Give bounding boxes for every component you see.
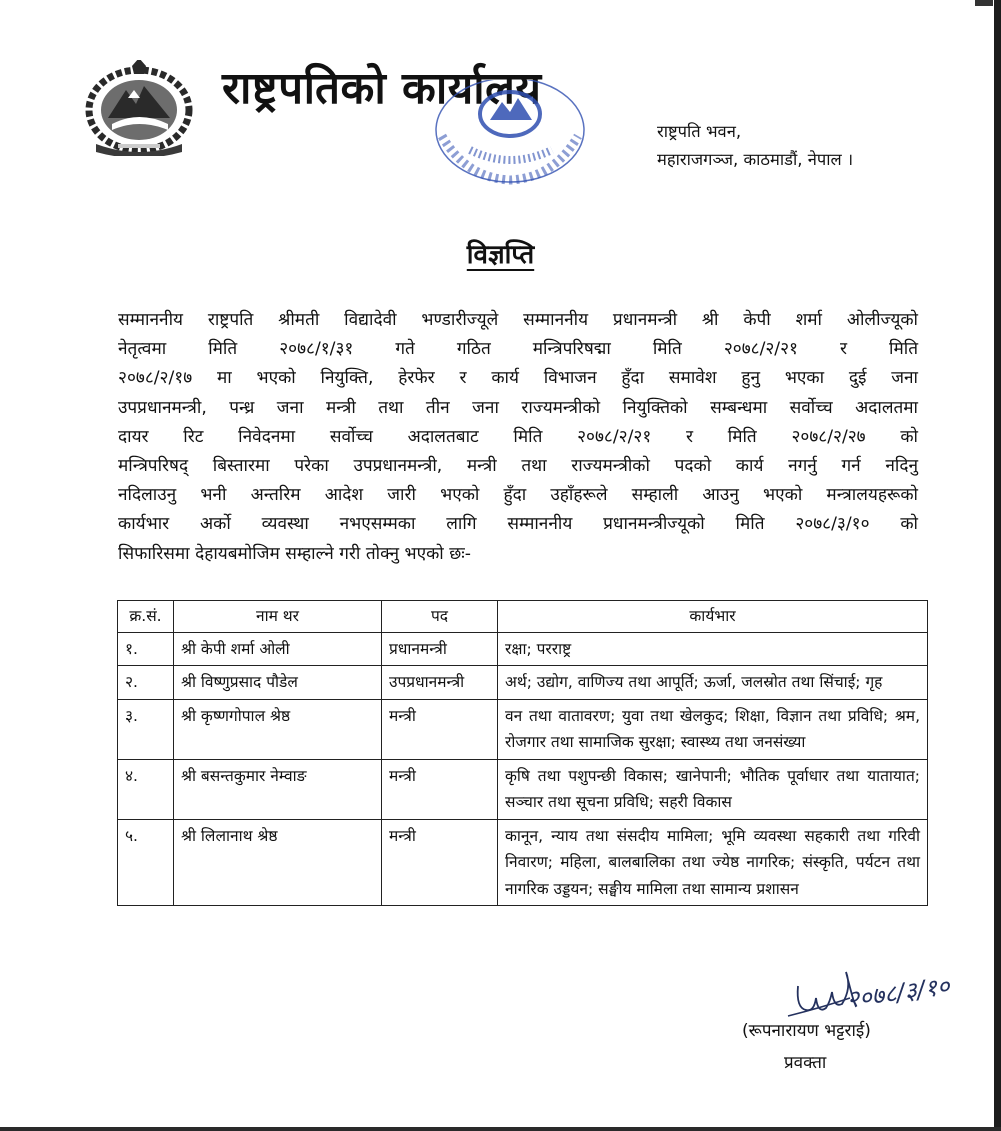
- cell-name: श्री केपी शर्मा ओली: [174, 632, 382, 666]
- signatory-name: (रूपनारायण भट्टराई): [742, 1021, 871, 1041]
- table-row: [118, 699, 928, 759]
- cell-serial: ४.: [118, 759, 174, 819]
- notice-title: [0, 235, 1001, 271]
- table-header-row: [118, 601, 928, 633]
- notice-title-text: विज्ञप्ति: [466, 240, 535, 270]
- cell-portfolio: कानून, न्याय तथा संसदीय मामिला; भूमि व्यवस्था सहकारी तथा गरिवी निवारण; महिला, बालबालिका तथा ज्येष्ठ नागरिक; संस्कृति, पर्यटन तथा नागरिक उड्डयन; सङ्घीय मामिला तथा सामान्य प्रशासन: [498, 819, 928, 906]
- cell-serial: ३.: [118, 699, 174, 759]
- cell-post: प्रधानमन्त्री: [382, 632, 498, 666]
- scan-edge-right: [994, 0, 1001, 1131]
- header-name: नाम थर: [174, 601, 382, 633]
- cell-serial: १.: [118, 632, 174, 666]
- svg-text:२०७८/३/१०: २०७८/३/१०: [844, 971, 952, 1014]
- cell-name: श्री लिलानाथ श्रेष्ठ: [174, 819, 382, 906]
- paragraph-line: सम्माननीय राष्ट्रपति श्रीमती विद्यादेवी भण्डारीज्यूले सम्माननीय प्रधानमन्त्री श्री केपी शर्मा ओलीज्यूको: [118, 310, 918, 330]
- scan-edge-bottom: [0, 1127, 1001, 1131]
- paragraph-line: सिफारिसमा देहायबमोजिम सम्हाल्ने गरी तोक्नु भएको छः-: [118, 543, 471, 564]
- paragraph-line: कार्यभार अर्को व्यवस्था नभएसम्मका लागि सम्माननीय प्रधानमन्त्रीज्यूको मिति २०७८/३/१० को: [118, 514, 918, 535]
- cell-post: उपप्रधानमन्त्री: [382, 666, 498, 700]
- paragraph-line: नदिलाउनु भनी अन्तरिम आदेश जारी भएको हुँदा उहाँहरूले सम्हाली आउनु भएको मन्त्रालयहरूको: [118, 485, 918, 506]
- table-row: [118, 666, 928, 700]
- header-serial: क्र.सं.: [118, 601, 174, 633]
- cell-portfolio: रक्षा; परराष्ट्र: [498, 632, 928, 666]
- cell-portfolio: अर्थ; उद्योग, वाणिज्य तथा आपूर्ति; ऊर्जा, जलस्रोत तथा सिंचाई; गृह: [498, 666, 928, 700]
- office-seal-stamp: [426, 80, 594, 198]
- cell-portfolio: कृषि तथा पशुपन्छी विकास; खानेपानी; भौतिक पूर्वाधार तथा यातायात; सञ्चार तथा सूचना प्रविधि; सहरी विकास: [498, 759, 928, 819]
- address-line-1: राष्ट्रपति भवन,: [657, 122, 742, 141]
- cell-name: श्री कृष्णगोपाल श्रेष्ठ: [174, 699, 382, 759]
- cell-portfolio: वन तथा वातावरण; युवा तथा खेलकुद; शिक्षा, विज्ञान तथा प्रविधि; श्रम, रोजगार तथा सामाजिक सुरक्षा; स्वास्थ्य तथा जनसंख्या: [498, 699, 928, 759]
- header-portfolio: कार्यभार: [498, 601, 928, 633]
- notice-paragraph: [118, 306, 918, 569]
- office-address: [657, 118, 853, 174]
- national-emblem-icon: [78, 60, 200, 156]
- cell-serial: २.: [118, 666, 174, 700]
- paragraph-line: मन्त्रिपरिषद् बिस्तारमा परेका उपप्रधानमन्त्री, मन्त्री तथा राज्यमन्त्रीको पदको कार्य नगर्नु गर्न नदिनु: [118, 456, 918, 477]
- office-title: राष्ट्रपतिको कार्यालय: [222, 63, 542, 114]
- header-post: पद: [382, 601, 498, 633]
- paragraph-line: २०७८/२/१७ मा भएको नियुक्ति, हेरफेर र कार्य विभाजन हुँदा समावेश हुनु भएका दुई जना: [118, 368, 918, 389]
- cell-post: मन्त्री: [382, 819, 498, 906]
- cell-serial: ५.: [118, 819, 174, 906]
- cell-name: श्री बसन्तकुमार नेम्वाङ: [174, 759, 382, 819]
- paragraph-line: उपप्रधानमन्त्री, पन्ध्र जना मन्त्री तथा तीन जना राज्यमन्त्रीको नियुक्तिको सम्बन्धमा सर्वोच्च अदालतमा: [118, 397, 918, 418]
- cell-post: मन्त्री: [382, 759, 498, 819]
- cell-post: मन्त्री: [382, 699, 498, 759]
- table-row: [118, 819, 928, 906]
- table-row: [118, 759, 928, 819]
- portfolio-table: [117, 600, 928, 906]
- table-row: [118, 632, 928, 666]
- scan-corner-mark: [975, 0, 993, 6]
- paragraph-line: नेतृत्वमा मिति २०७८/१/३१ गते गठित मन्त्रिपरिषद्मा मिति २०७८/२/२१ र मिति: [118, 339, 918, 360]
- signatory-title: प्रवक्ता: [784, 1053, 827, 1073]
- address-line-2: महाराजगञ्ज, काठमाडौं, नेपाल ।: [657, 150, 854, 169]
- paragraph-line: दायर रिट निवेदनमा सर्वोच्च अदालतबाट मिति २०७८/२/२१ र मिति २०७८/२/२७ को: [118, 426, 918, 447]
- cell-name: श्री विष्णुप्रसाद पौडेल: [174, 666, 382, 700]
